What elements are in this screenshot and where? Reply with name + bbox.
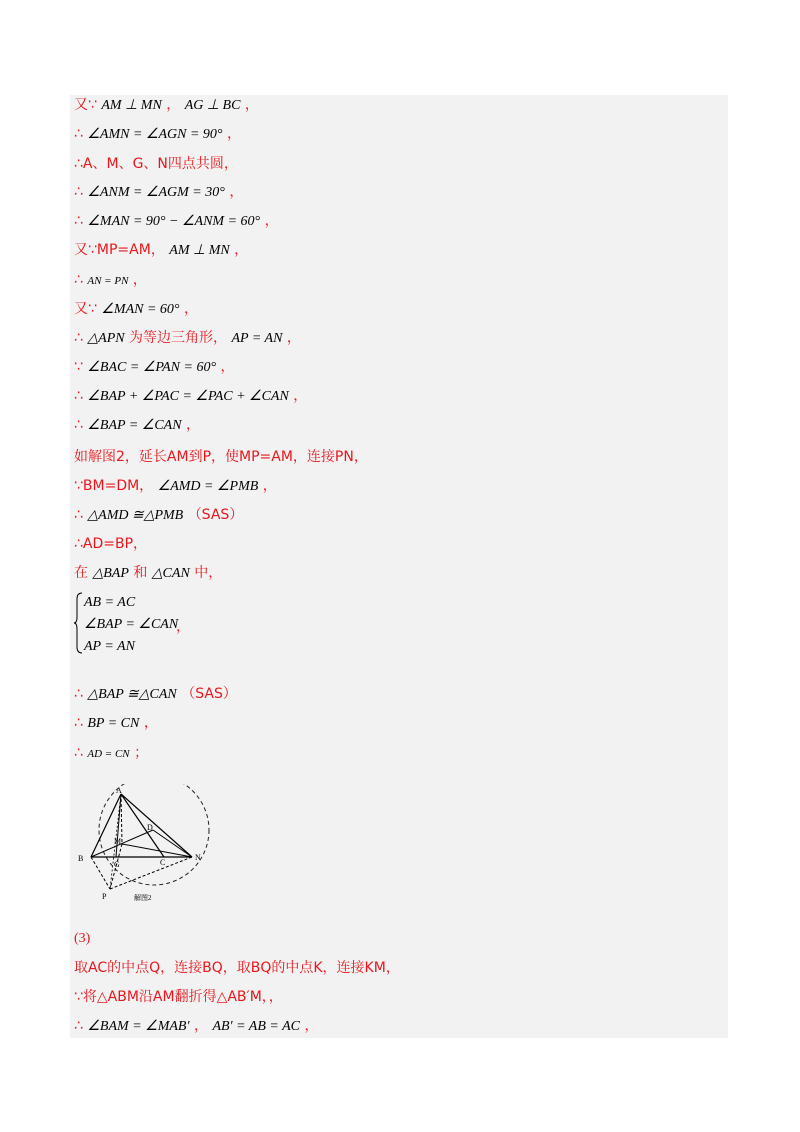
line-18: ∴ △BAP ≅△CAN （SAS）: [74, 686, 237, 702]
line-10: ∵ ∠BAC = ∠PAN = 60° ，: [74, 359, 235, 375]
part-3-heading: (3): [74, 931, 91, 946]
line-24: ∴ ∠BAM = ∠MAB′ ， AB′ = AB = AC ，: [74, 1018, 319, 1034]
label-a: A: [116, 786, 122, 795]
seg-an: [121, 794, 192, 857]
seg-bp: [91, 857, 110, 889]
line-13: 如解图2，延长AM到P，使MP=AM，连接PN，: [74, 449, 368, 465]
system-row-3: AP = AN: [84, 639, 135, 654]
label-p: P: [102, 892, 107, 901]
label-d: D: [147, 823, 153, 832]
line-5: ∴ ∠MAN = 90° − ∠ANM = 60° ，: [74, 213, 279, 229]
figure-caption: 解图2: [134, 894, 152, 902]
geometry-figure: [74, 784, 220, 906]
system-row-1: AB = AC: [84, 595, 136, 610]
line-19: ∴ BP = CN ，: [74, 715, 158, 731]
system-row-2: ∠BAP = ∠CAN: [84, 617, 179, 632]
line-2: ∴ ∠AMN = ∠AGN = 90° ，: [74, 126, 241, 142]
line-3: ∴A、M、G、N四点共圆，: [74, 156, 238, 172]
line-16: ∴AD=BP，: [74, 536, 148, 552]
line-6: 又∵MP=AM， AM ⊥ MN ，: [74, 242, 249, 258]
line-9: ∴ △APN 为等边三角形， AP = AN ，: [74, 330, 301, 346]
label-b: B: [78, 854, 84, 863]
line-11: ∴ ∠BAP + ∠PAC = ∠PAC + ∠CAN ，: [74, 388, 308, 404]
line-22: 取AC的中点Q，连接BQ，取BQ的中点K，连接KM，: [74, 960, 400, 976]
system-brace: [74, 591, 84, 655]
line-8: 又∵ ∠MAN = 60° ，: [74, 301, 198, 317]
label-m: M: [114, 837, 122, 846]
line-7: ∴ AN = PN ，: [74, 272, 147, 288]
line-23: ∵将△ABM沿AM翻折得△AB′M，，: [74, 989, 283, 1005]
system-end-comma: ，: [176, 619, 190, 635]
line-15: ∴ △AMD ≅△PMB （SAS）: [74, 507, 244, 523]
label-g: G: [114, 860, 120, 869]
line-4: ∴ ∠ANM = ∠AGM = 30° ，: [74, 184, 244, 200]
line-1: 又∵ AM ⊥ MN ， AG ⊥ BC ，: [74, 97, 259, 113]
seg-pn: [110, 857, 192, 889]
line-14: ∵BM=DM， ∠AMD = ∠PMB ，: [74, 478, 277, 494]
line-17: 在 △BAP 和 △CAN 中，: [74, 565, 223, 581]
seg-am: [121, 794, 122, 844]
line-20: ∴ AD = CN ；: [74, 745, 149, 761]
label-n: N: [195, 853, 201, 862]
line-12: ∴ ∠BAP = ∠CAN ，: [74, 417, 201, 433]
label-c: C: [160, 858, 166, 867]
